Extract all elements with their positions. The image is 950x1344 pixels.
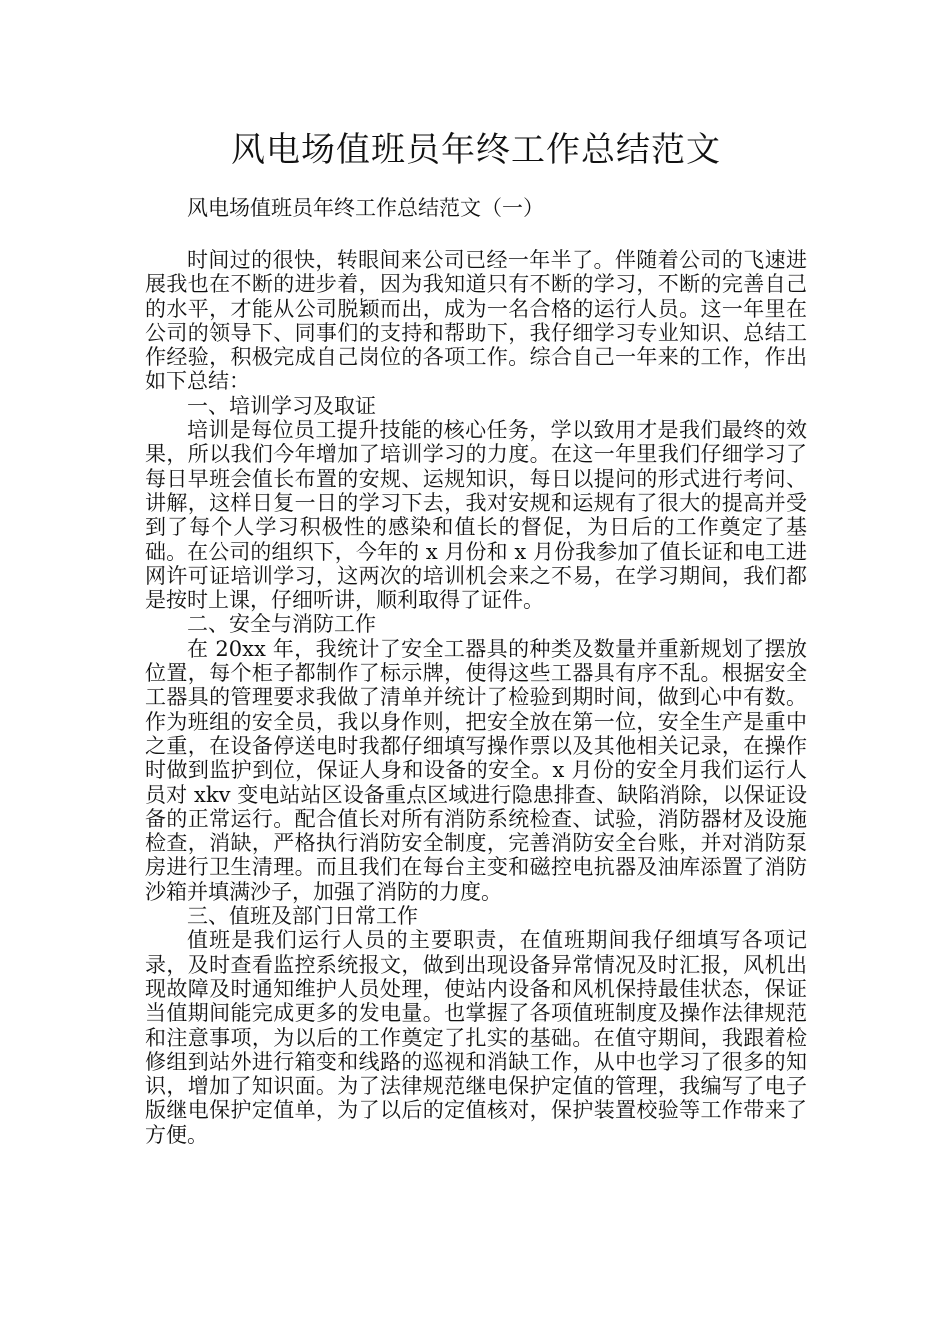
section-body-training: 培训是每位员工提升技能的核心任务，学以致用才是我们最终的效果，所以我们今年增加了培训学习的力度。在这一年里我们仔细学习了每日早班会值长布置的安规、运规知识，每日以提问的形式进行考问、讲解，这样日复一日的学习下去，我对安规和运规有了很大的提高并受到了每个人学习积极性的感染和值长的督促，为日后的工作奠定了基础。在公司的组织下，今年的 x 月份和 x 月份我参加了值长证和电工进网许可证培训学习，这两次的培训机会来之不易，在学习期间，我们都是按时上课，仔细听讲，顺利取得了证件。 (145, 418, 807, 613)
document-subtitle: 风电场值班员年终工作总结范文（一） (187, 196, 544, 220)
section-body-safety: 在 20xx 年，我统计了安全工器具的种类及数量并重新规划了摆放位置，每个柜子都制作了标示牌，使得这些工器具有序不乱。根据安全工器具的管理要求我做了清单并统计了检验到期时间，做到心中有数。作为班组的安全员，我以身作则，把安全放在第一位，安全生产是重中之重，在设备停送电时我都仔细填写操作票以及其他相关记录，在操作时做到监护到位，保证人身和设备的安全。x 月份的安全月我们运行人员对 xkv 变电站站区设备重点区域进行隐患排查、缺陷消除，以保证设备的正常运行。配合值长对所有消防系统检查、试验，消防器材及设施检查，消缺，严格执行消防安全制度，完善消防安全台账，并对消防泵房进行卫生清理。而且我们在每台主变和磁控电抗器及油库添置了消防沙箱并填满沙子，加强了消防的力度。 (145, 636, 807, 904)
document-title: 风电场值班员年终工作总结范文 (231, 130, 721, 170)
section-heading-safety: 二、安全与消防工作 (187, 612, 376, 637)
section-heading-training: 一、培训学习及取证 (187, 393, 376, 418)
section-body-duty: 值班是我们运行人员的主要职责，在值班期间我仔细填写各项记录，及时查看监控系统报文，做到出现设备异常情况及时汇报，风机出现故障及时通知维护人员处理，使站内设备和风机保持最佳状态，保证当值期间能完成更多的发电量。也掌握了各项值班制度及操作法律规范和注意事项，为以后的工作奠定了扎实的基础。在值守期间，我跟着检修组到站外进行箱变和线路的巡视和消缺工作，从中也学习了很多的知识，增加了知识面。为了法律规范继电保护定值的管理，我编写了电子版继电保护定值单，为了以后的定值核对，保护装置校验等工作带来了方便。 (145, 928, 807, 1147)
document-page (145, 128, 807, 1147)
intro-paragraph: 时间过的很快，转眼间来公司已经一年半了。伴随着公司的飞速进展我也在不断的进步着，因为我知道只有不断的学习，不断的完善自己的水平，才能从公司脱颖而出，成为一名合格的运行人员。这一年里在公司的领导下、同事们的支持和帮助下，我仔细学习专业知识、总结工作经验，积极完成自己岗位的各项工作。综合自己一年来的工作，作出如下总结： (145, 248, 807, 394)
section-heading-duty: 三、值班及部门日常工作 (187, 904, 418, 929)
